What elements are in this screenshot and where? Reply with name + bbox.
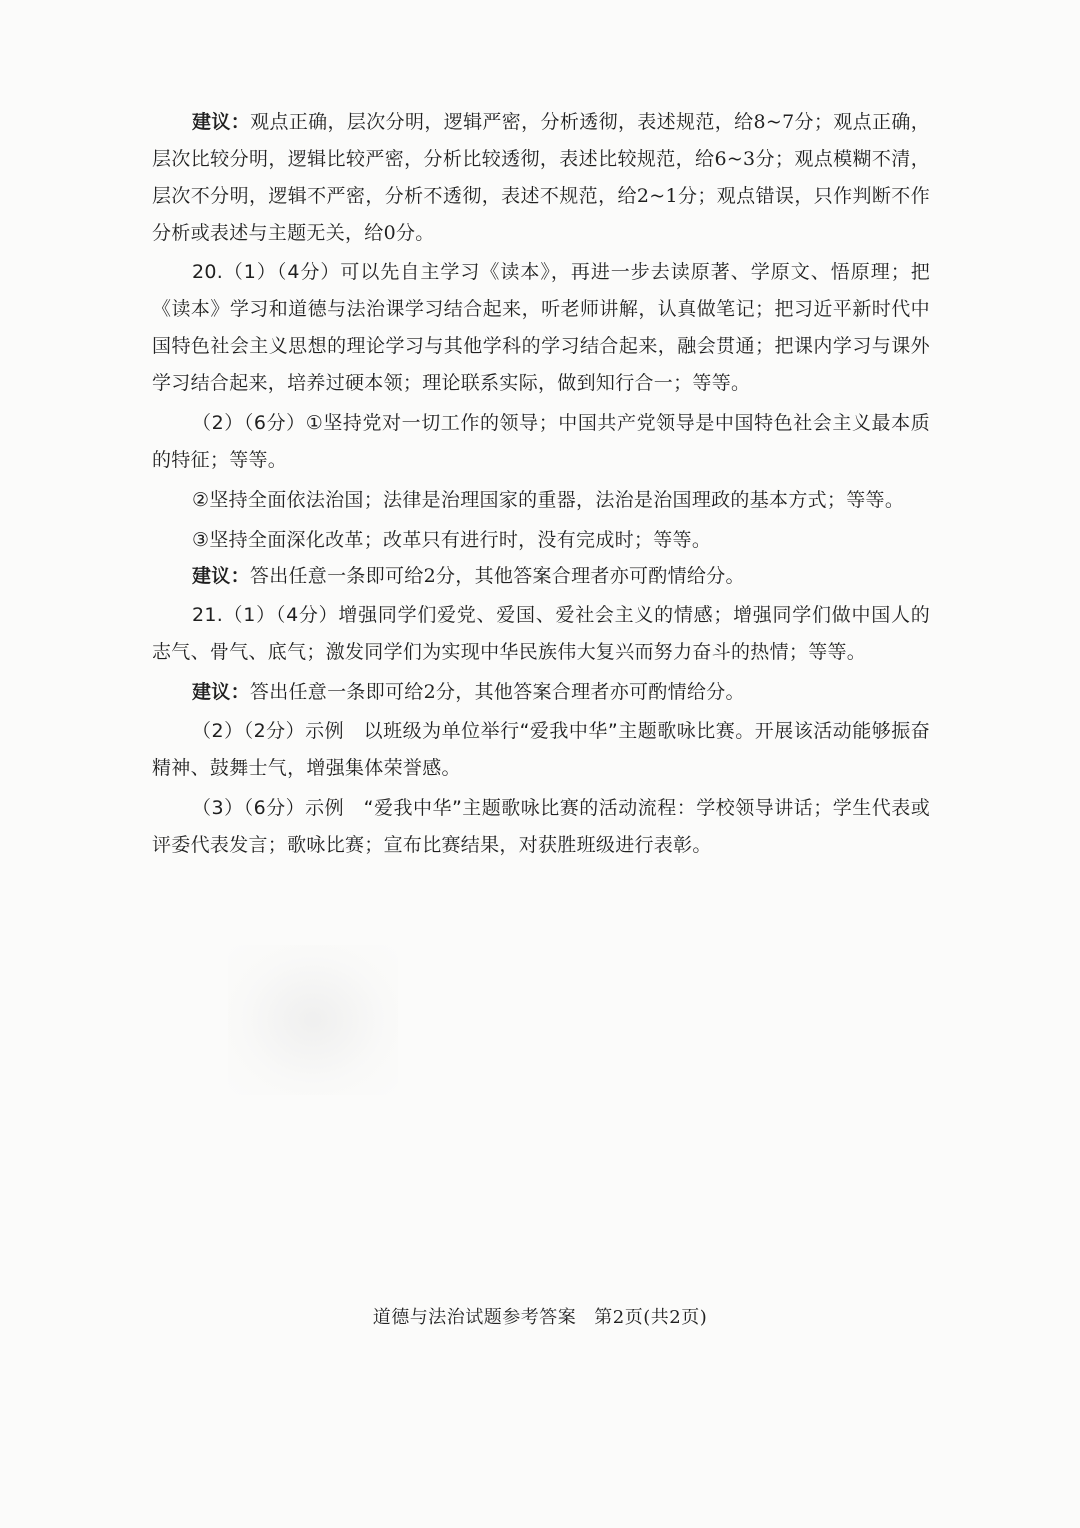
answer-20-2-point-1: （2）（6分）①坚持党对一切工作的领导；中国共产党领导是中国特色社会主义最本质的特征；等等。 (152, 412, 930, 471)
faint-stamp-mark (228, 945, 398, 1095)
grading-suggestion-20 (152, 558, 930, 595)
grading-suggestion-essay (152, 104, 930, 252)
answer-21-3: （3）（6分）示例 “爱我中华”主题歌咏比赛的活动流程：学校领导讲话；学生代表或评委代表发言；歌咏比赛；宣布比赛结果，对获胜班级进行表彰。 (152, 797, 930, 856)
suggestion-lead: 建议： (192, 565, 250, 587)
suggestion-text: 答出任意一条即可给2分，其他答案合理者亦可酌情给分。 (249, 681, 745, 703)
footer-title: 道德与法治试题参考答案 (372, 1307, 577, 1328)
suggestion-text: 答出任意一条即可给2分，其他答案合理者亦可酌情给分。 (249, 565, 745, 587)
answer-20-1: 20.（1）（4分）可以先自主学习《读本》，再进一步去读原著、学原文、悟原理；把《读本》学习和道德与法治课学习结合起来，听老师讲解，认真做笔记；把习近平新时代中国特色社会主义思想的理论学习与其他学科的学习结合起来，融会贯通；把课内学习与课外学习结合起来，培养过硬本领；理论联系实际，做到知行合一；等等。 (152, 261, 930, 394)
suggestion-lead: 建议： (192, 681, 250, 703)
answer-21-1: 21.（1）（4分）增强同学们爱党、爱国、爱社会主义的情感；增强同学们做中国人的志气、骨气、底气；激发同学们为实现中华民族伟大复兴而努力奋斗的热情；等等。 (152, 604, 930, 663)
footer-page-number: 第2页(共2页) (594, 1307, 708, 1328)
page-footer (0, 1303, 1080, 1329)
grading-suggestion-21 (152, 674, 930, 711)
answer-content (152, 104, 930, 864)
suggestion-lead: 建议： (192, 111, 251, 133)
answer-20-2-point-3: ③坚持全面深化改革；改革只有进行时，没有完成时；等等。 (192, 529, 712, 551)
answer-20-2-point-2: ②坚持全面依法治国；法律是治理国家的重器，法治是治国理政的基本方式；等等。 (192, 489, 905, 511)
suggestion-text: 观点正确，层次分明，逻辑严密，分析透彻，表述规范，给8~7分；观点正确，层次比较分明，逻辑比较严密，分析比较透彻，表述比较规范，给6~3分；观点模糊不清，层次不分明，逻辑不严密，分析不透彻，表述不规范，给2~1分；观点错误，只作判断不作分析或表述与主题无关，给0分。 (152, 111, 930, 244)
answer-21-2: （2）（2分）示例 以班级为单位举行“爱我中华”主题歌咏比赛。开展该活动能够振奋精神、鼓舞士气，增强集体荣誉感。 (152, 720, 930, 779)
